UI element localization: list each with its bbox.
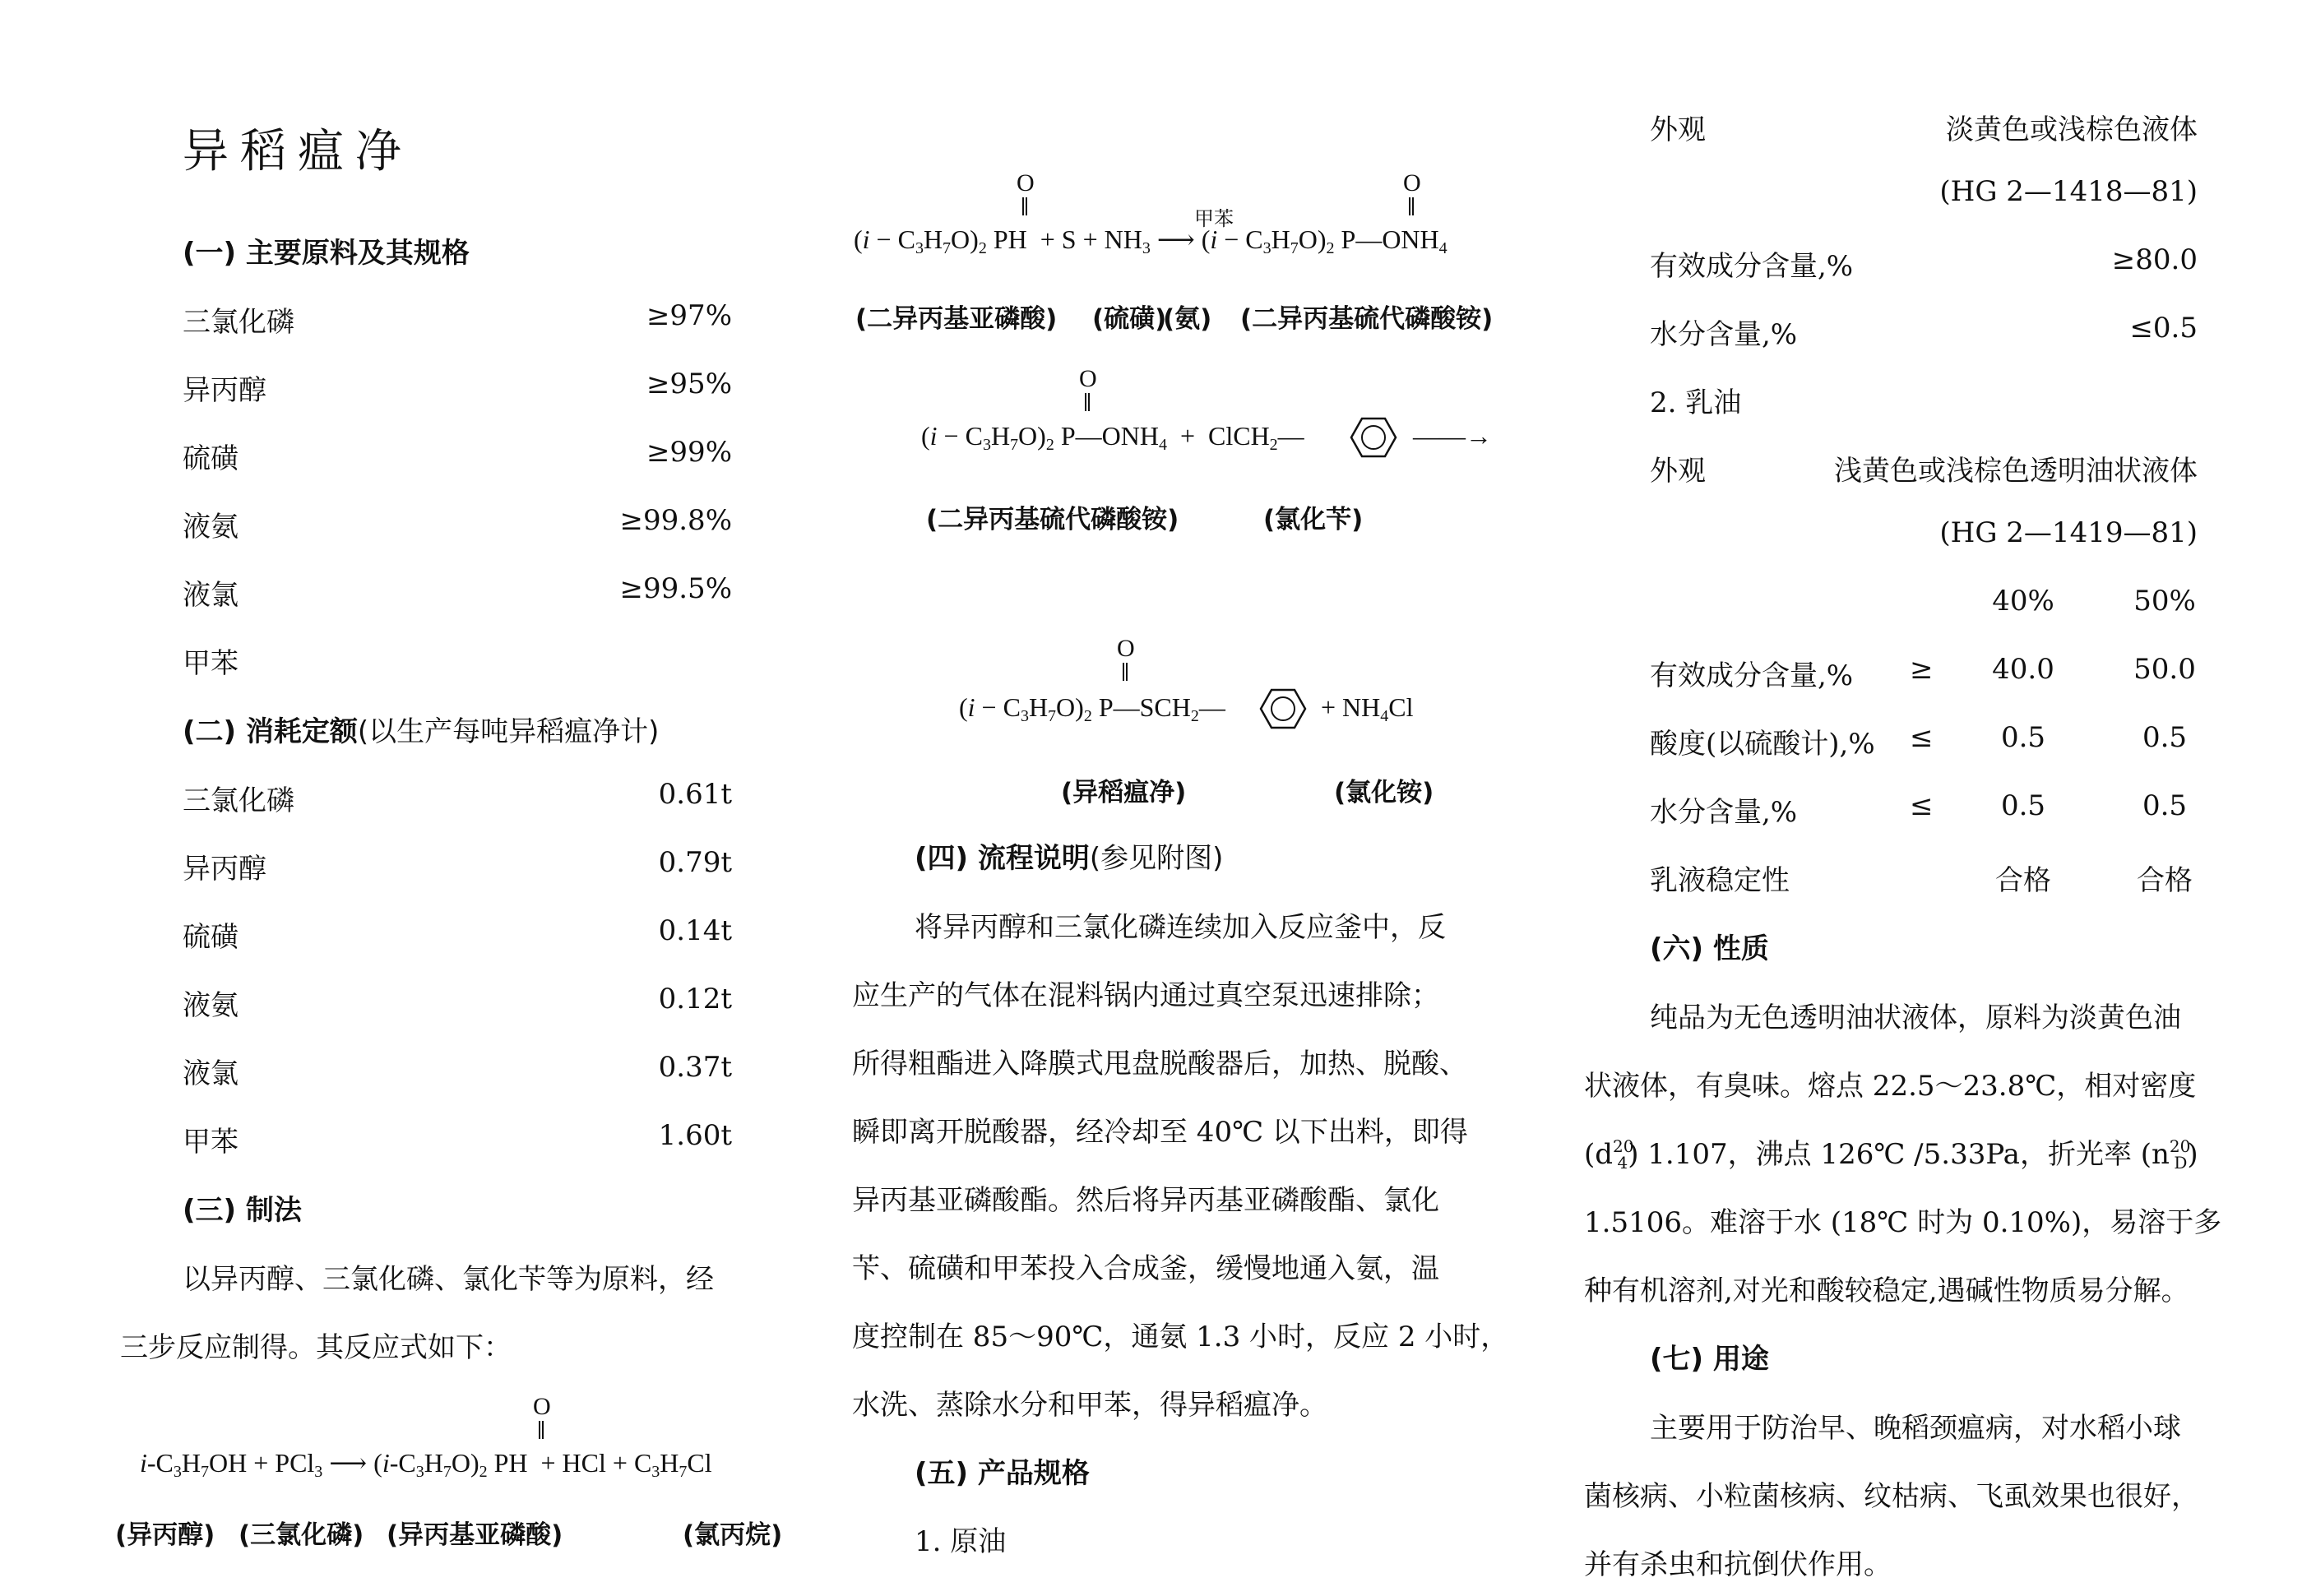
process-text-line: 将异丙醇和三氯化磷连续加入反应釜中，反: [915, 911, 1446, 944]
spec-row-value: 0.5: [2000, 721, 2046, 754]
oxygen-atom: O: [1017, 169, 1035, 197]
oxygen-atom: O: [1117, 635, 1135, 662]
material-value: ≥99.8%: [619, 504, 732, 537]
process-text-line: 度控制在 85～90℃，通氨 1.3 小时，反应 2 小时，: [852, 1321, 1509, 1353]
spec-row-value: 0.5: [2142, 721, 2188, 754]
material-name: 液氨: [183, 511, 239, 544]
process-text-line: 瞬即离开脱酸器，经冷却至 40℃ 以下出料，即得: [852, 1116, 1468, 1149]
consumption-value: 0.79t: [658, 846, 732, 879]
reaction-formula: $(i - C_3H_7O)_2$ $P—ONH_4$ + ClCH$_2$—: [921, 421, 1304, 454]
double-bond: [539, 1421, 544, 1439]
section-heading-method: (三) 制法: [183, 1194, 302, 1227]
subsection-emulsion: 2. 乳油: [1650, 386, 1742, 419]
material-name: 液氯: [183, 579, 239, 612]
property-text-line: 状液体，有臭味。熔点 22.5～23.8℃，相对密度: [1584, 1070, 2197, 1103]
catalyst-label: 甲苯: [1194, 207, 1234, 230]
double-bond: [1085, 393, 1090, 411]
spec-row-label: 酸度(以硫酸计),%: [1650, 728, 1875, 761]
section-heading-materials: (一) 主要原料及其规格: [183, 237, 470, 270]
compound-label: (异丙醇): [115, 1520, 215, 1550]
heading-note: (参见附图): [1089, 842, 1224, 875]
consumption-value: 0.12t: [658, 983, 732, 1015]
benzene-ring-icon: [1248, 684, 1314, 733]
consumption-value: 0.37t: [658, 1051, 732, 1084]
spec-row-label: 有效成分含量,%: [1650, 659, 1854, 692]
section-heading-process: [915, 835, 1223, 876]
spec-row-value: 0.5: [2142, 789, 2188, 822]
material-value: ≥99.5%: [619, 572, 732, 605]
material-value: ≥97%: [646, 299, 732, 332]
spec-label: 水分含量,%: [1650, 318, 1798, 351]
subsection-crude-oil: 1. 原油: [915, 1525, 1007, 1558]
property-text: ) 1.107，沸点 126℃ /5.33Pa，折光率 (n: [1628, 1138, 2170, 1171]
process-text-line: 苄、硫磺和甲苯投入合成釜，缓慢地通入氨，温: [852, 1252, 1439, 1285]
reaction-formula: $(i - C_3H_7O)_2$ $P—SCH_2—$: [959, 692, 1225, 725]
consumption-name: 液氯: [183, 1057, 239, 1090]
heading-bold: (四) 流程说明: [915, 842, 1090, 875]
spec-value: ≤0.5: [2129, 312, 2198, 345]
section-heading-use: (七) 用途: [1650, 1343, 1769, 1376]
property-text: ): [2187, 1138, 2198, 1171]
material-name: 甲苯: [183, 647, 239, 680]
double-bond: [1123, 663, 1128, 681]
use-text-line: 并有杀虫和抗倒伏作用。: [1584, 1548, 1892, 1581]
property-text-line: 1.5106。难溶于水 (18℃ 时为 0.10%)，易溶于多: [1584, 1206, 2222, 1239]
spec-row-value: 合格: [2137, 864, 2193, 897]
page-title: 异稻瘟净: [183, 125, 413, 178]
reaction-formula: + $NH_4Cl$: [1321, 692, 1414, 725]
spec-label: 外观: [1650, 455, 1706, 488]
spec-row-op: ≥: [1910, 653, 1934, 686]
double-bond: [1022, 197, 1027, 215]
spec-row-value: 合格: [1995, 864, 2051, 897]
spec-label: 外观: [1650, 113, 1706, 146]
section-heading-properties: (六) 性质: [1650, 932, 1769, 965]
consumption-value: 0.61t: [658, 778, 732, 811]
compound-label: (二异丙基硫代磷酸铵): [1240, 304, 1494, 334]
consumption-name: 甲苯: [183, 1126, 239, 1159]
spec-standard: (HG 2—1419—81): [1939, 516, 2198, 549]
compound-label: (氨): [1163, 304, 1212, 334]
spec-row-value: 40.0: [1992, 653, 2054, 686]
material-value: ≥95%: [646, 368, 732, 400]
spec-row-value: 0.5: [2000, 789, 2046, 822]
compound-label: (二异丙基硫代磷酸铵): [926, 505, 1179, 534]
oxygen-atom: O: [1403, 169, 1421, 197]
density-symbol: (d: [1584, 1138, 1614, 1171]
use-text-line: 菌核病、小粒菌核病、纹枯病、飞虱效果也很好，: [1584, 1480, 2199, 1513]
material-name: 三氯化磷: [183, 306, 294, 339]
process-text-line: 异丙基亚磷酸酯。然后将异丙基亚磷酸酯、氯化: [852, 1184, 1439, 1217]
spec-row-op: ≤: [1910, 789, 1934, 822]
method-text-line: 以异丙醇、三氯化磷、氯化苄等为原料，经: [183, 1263, 714, 1296]
reaction-arrow: ——→: [1413, 421, 1492, 451]
benzene-ring-icon: [1339, 413, 1405, 462]
spec-row-op: ≤: [1910, 721, 1934, 754]
spec-row-label: 水分含量,%: [1650, 796, 1798, 829]
compound-label: (三氯化磷): [239, 1520, 364, 1550]
spec-row-value: 50.0: [2133, 653, 2196, 686]
material-value: ≥99%: [646, 436, 732, 469]
consumption-name: 液氨: [183, 989, 239, 1022]
consumption-name: 异丙醇: [183, 853, 266, 886]
method-text-line: 三步反应制得。其反应式如下：: [120, 1331, 512, 1364]
consumption-name: 硫磺: [183, 921, 239, 954]
oxygen-atom: O: [533, 1393, 551, 1420]
compound-label: (硫磺): [1092, 304, 1167, 334]
property-text-line: 纯品为无色透明油状液体，原料为淡黄色油: [1650, 1002, 2181, 1034]
process-text-line: 水洗、蒸除水分和甲苯，得异稻瘟净。: [852, 1389, 1327, 1422]
reaction-formula: $(i - C_3H_7O)_2$ PH + $S + NH_3$ ⟶ $(i - C_3H_7O)_2$ $P—ONH_4$: [854, 224, 1448, 257]
spec-row-label: 乳液稳定性: [1650, 864, 1790, 897]
property-text-line: 种有机溶剂,对光和酸较稳定,遇碱性物质易分解。: [1584, 1274, 2189, 1307]
section-heading-consumption: [183, 709, 659, 749]
compound-label: (氯化铵): [1334, 778, 1434, 807]
material-name: 异丙醇: [183, 374, 266, 407]
section-heading-spec: (五) 产品规格: [915, 1457, 1090, 1490]
heading-bold: (二) 消耗定额: [183, 715, 358, 748]
process-text-line: 所得粗酯进入降膜式甩盘脱酸器后，加热、脱酸、: [852, 1048, 1467, 1080]
process-text-line: 应生产的气体在混料锅内通过真空泵迅速排除；: [852, 979, 1439, 1012]
oxygen-atom: O: [1079, 365, 1097, 392]
consumption-value: 1.60t: [658, 1119, 732, 1152]
double-bond: [1409, 197, 1414, 215]
compound-label: (氯丙烷): [683, 1520, 783, 1550]
consumption-value: 0.14t: [658, 914, 732, 947]
compound-label: (异稻瘟净): [1061, 778, 1187, 807]
compound-label: (二异丙基亚磷酸): [855, 304, 1058, 334]
compound-label: (异丙基亚磷酸): [387, 1520, 563, 1550]
compound-label: (氯化苄): [1263, 505, 1364, 534]
reaction-formula: $i-C_3H_7OH + PCl_3$ ⟶ $(i-C_3H_7O)_2$ PH + HCl + $C_3H_7Cl$: [140, 1448, 712, 1481]
property-text-line: $(d^{20}_4)$ 1.107，沸点 126℃ /5.33Pa，折光率 $(n^{20}_D)$: [1584, 1136, 2198, 1173]
spec-label: 有效成分含量,%: [1650, 250, 1854, 283]
use-text-line: 主要用于防治早、晚稻颈瘟病，对水稻小球: [1650, 1412, 2181, 1445]
spec-value: ≥80.0: [2111, 243, 2198, 276]
heading-note: (以生产每吨异稻瘟净计): [357, 715, 660, 748]
spec-value: 淡黄色或浅棕色液体: [1946, 113, 2198, 146]
spec-value: 浅黄色或浅棕色透明油状液体: [1834, 455, 2198, 488]
column-header: 40%: [1992, 585, 2054, 618]
consumption-name: 三氯化磷: [183, 784, 294, 817]
spec-standard: (HG 2—1418—81): [1939, 175, 2198, 208]
column-header: 50%: [2133, 585, 2196, 618]
material-name: 硫磺: [183, 442, 239, 475]
